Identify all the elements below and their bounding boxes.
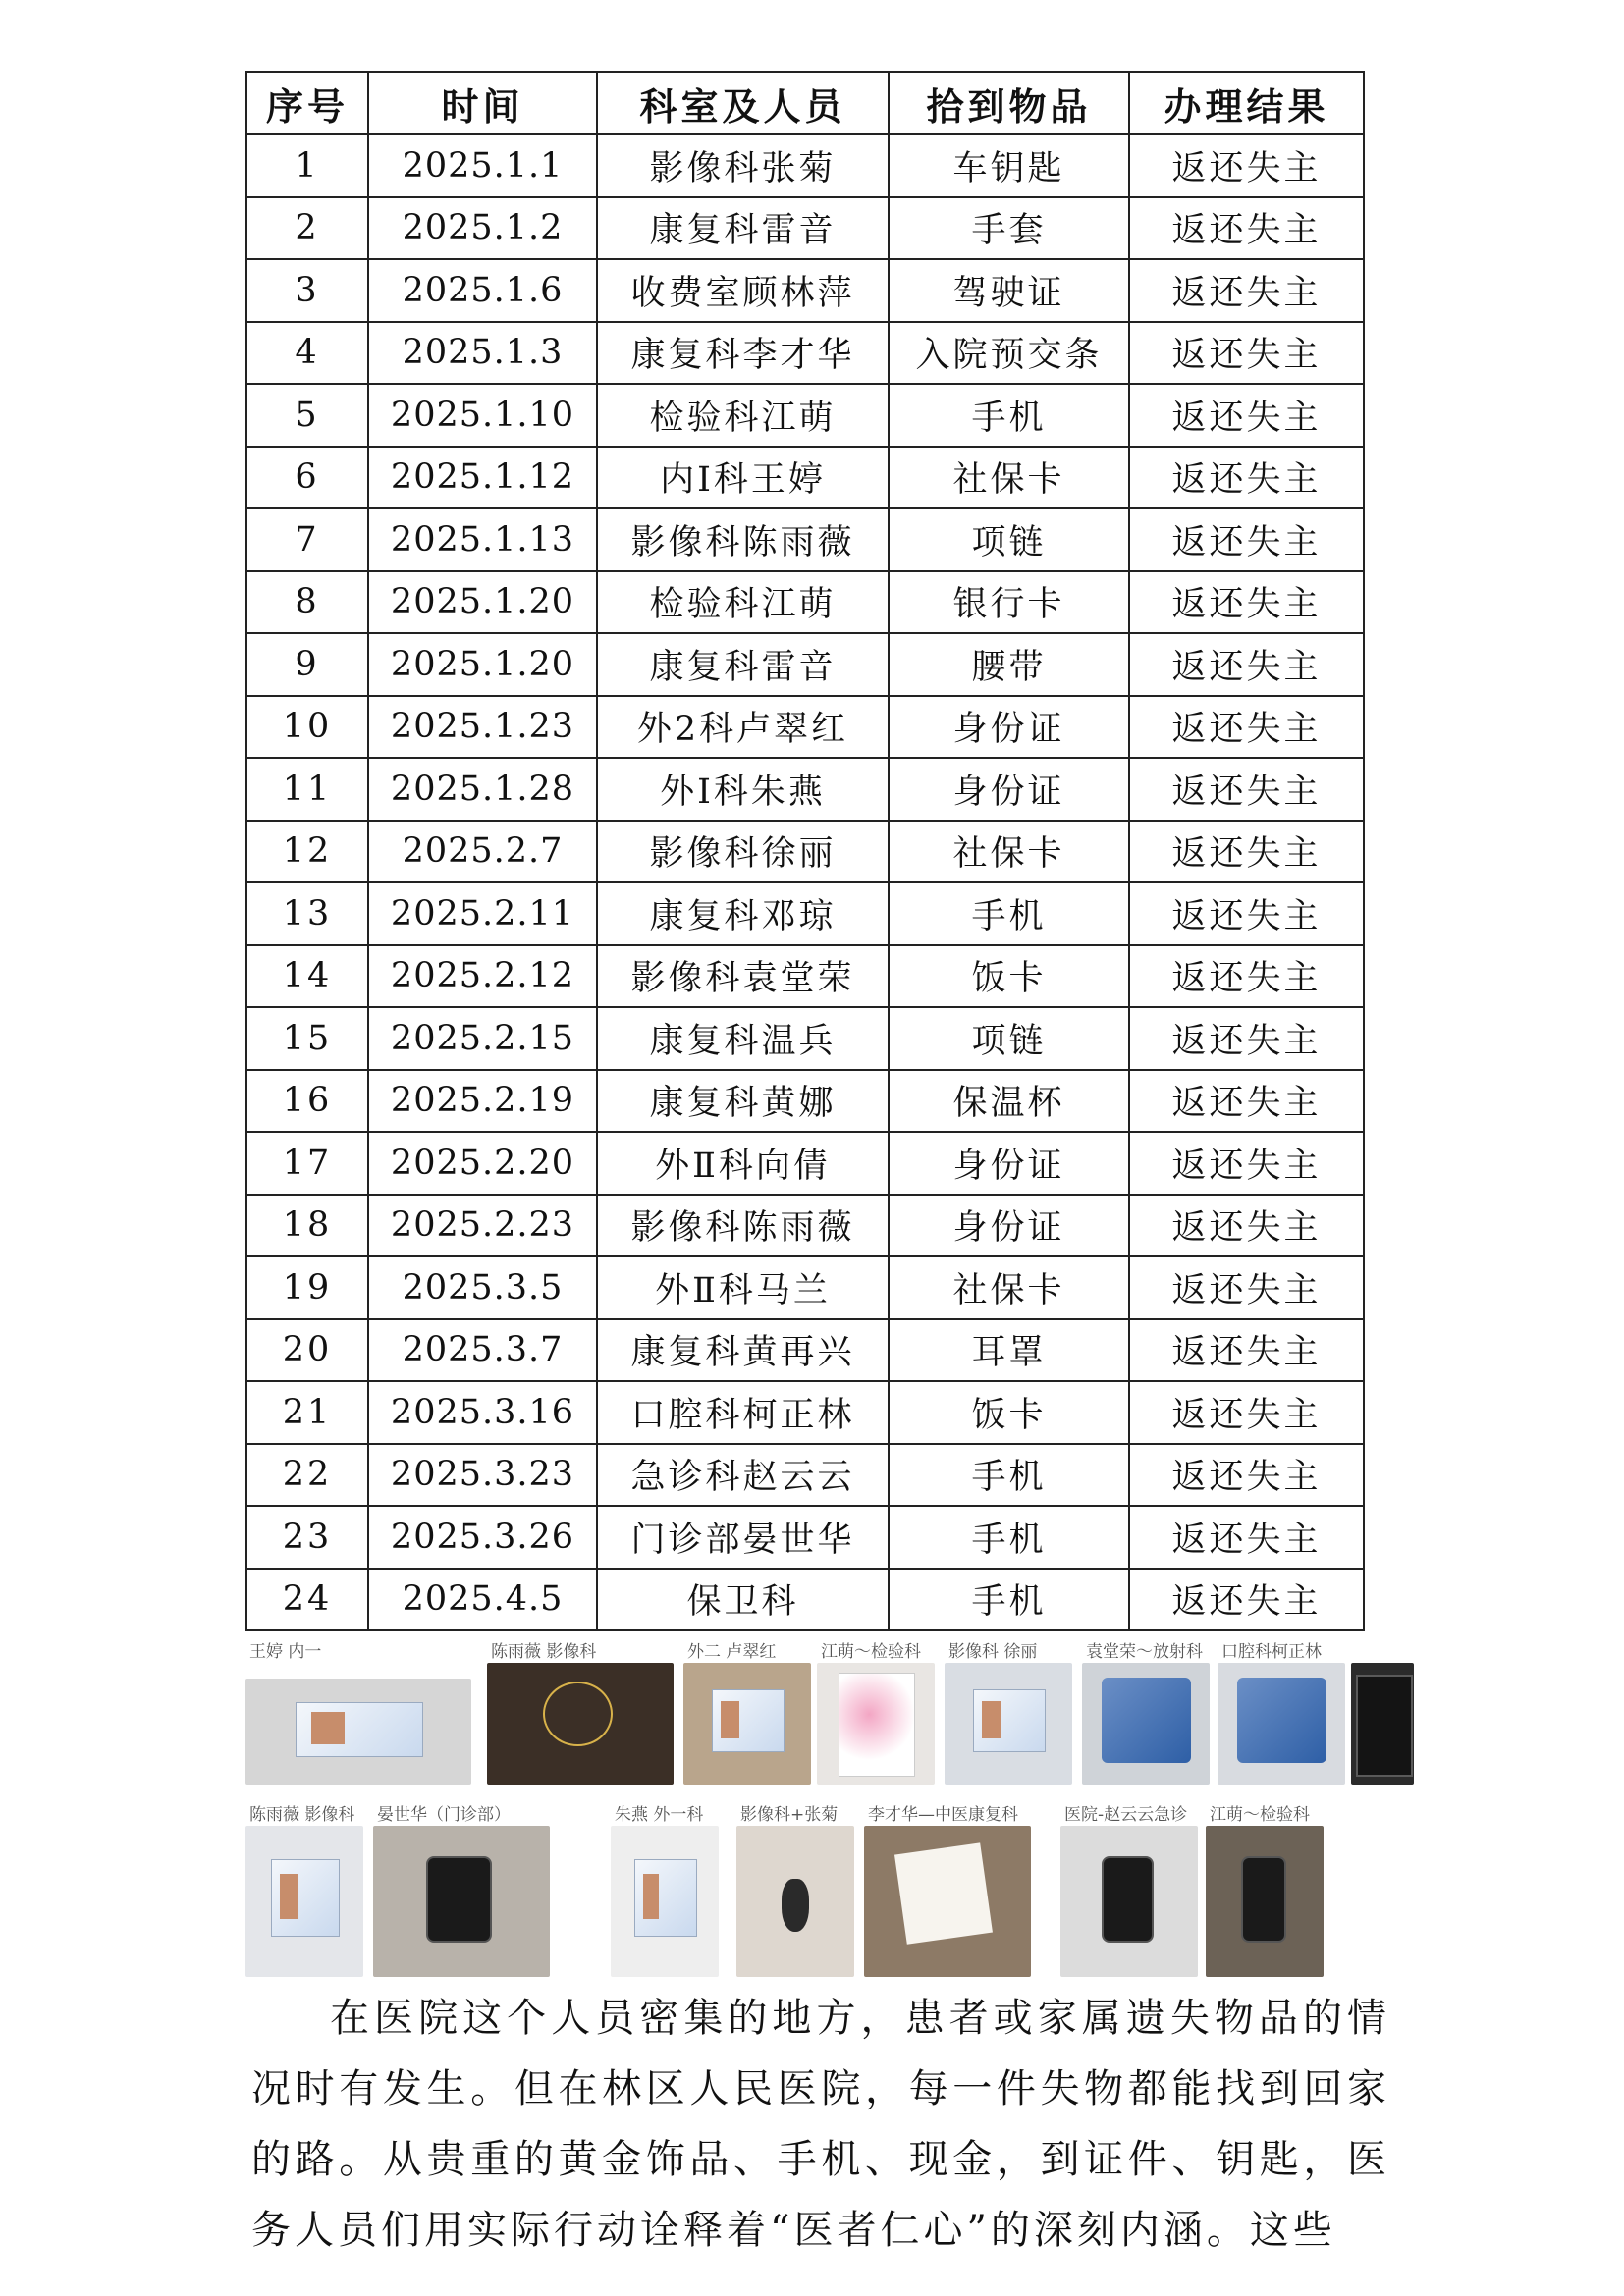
table-row [246, 882, 1364, 945]
row-result: 返还失主 [1129, 1195, 1364, 1257]
evidence-photo [864, 1800, 1031, 1977]
row-dept-person: 内Ⅰ科王婷 [597, 447, 889, 509]
row-date: 2025.2.23 [368, 1195, 597, 1257]
table-body [246, 134, 1364, 1630]
row-dept-person: 康复科雷音 [597, 633, 889, 696]
phone-icon [1241, 1856, 1286, 1944]
phone-icon [1102, 1856, 1154, 1944]
evidence-photo [1218, 1637, 1345, 1785]
photo-image [1206, 1826, 1324, 1977]
table-row [246, 508, 1364, 571]
photo-image [487, 1663, 674, 1785]
photo-image [945, 1663, 1072, 1785]
table-row [246, 259, 1364, 322]
row-index: 3 [246, 259, 368, 322]
evidence-photo [611, 1800, 719, 1977]
row-result: 返还失主 [1129, 197, 1364, 260]
table-row [246, 758, 1364, 821]
row-item: 身份证 [889, 1132, 1129, 1195]
row-index: 4 [246, 322, 368, 385]
row-date: 2025.1.20 [368, 633, 597, 696]
row-date: 2025.2.11 [368, 882, 597, 945]
table-row [246, 384, 1364, 447]
evidence-photo [373, 1800, 550, 1977]
row-dept-person: 门诊部晏世华 [597, 1506, 889, 1569]
row-index: 12 [246, 821, 368, 883]
table-row [246, 1007, 1364, 1070]
photo-image [1218, 1663, 1345, 1785]
meal-card-icon [1102, 1678, 1191, 1763]
row-index: 21 [246, 1381, 368, 1444]
row-index: 19 [246, 1256, 368, 1319]
article-paragraph: 在医院这个人员密集的地方，患者或家属遗失物品的情况时有发生。但在林区人民医院，每一件失物都能找到回家的路。从贵重的黄金饰品、手机、现金，到证件、钥匙，医务人员们用实际行动诠释着“医者仁心”的深刻内涵。这些 [251, 1996, 1390, 2253]
evidence-photo [1060, 1800, 1198, 1977]
table-row [246, 1506, 1364, 1569]
evidence-photo [945, 1637, 1072, 1785]
row-item: 耳罩 [889, 1319, 1129, 1382]
row-dept-person: 影像科陈雨薇 [597, 1195, 889, 1257]
row-dept-person: 外2科卢翠红 [597, 696, 889, 759]
table-row [246, 1569, 1364, 1631]
row-date: 2025.1.10 [368, 384, 597, 447]
lost-found-table [245, 71, 1365, 1631]
row-index: 15 [246, 1007, 368, 1070]
row-dept-person: 康复科黄娜 [597, 1070, 889, 1133]
photo-caption: 口腔科柯正林 [1221, 1642, 1322, 1662]
row-dept-person: 影像科张菊 [597, 134, 889, 197]
row-index: 1 [246, 134, 368, 197]
row-item: 保温杯 [889, 1070, 1129, 1133]
table-row [246, 1256, 1364, 1319]
evidence-photo [487, 1637, 674, 1785]
row-date: 2025.3.7 [368, 1319, 597, 1382]
row-item: 社保卡 [889, 821, 1129, 883]
photo-image [1060, 1826, 1198, 1977]
row-result: 返还失主 [1129, 1070, 1364, 1133]
header-date: 时间 [368, 72, 597, 134]
row-dept-person: 急诊科赵云云 [597, 1444, 889, 1507]
photo-image [817, 1663, 935, 1785]
row-item: 项链 [889, 508, 1129, 571]
row-item: 入院预交条 [889, 322, 1129, 385]
row-result: 返还失主 [1129, 633, 1364, 696]
row-dept-person: 康复科温兵 [597, 1007, 889, 1070]
evidence-photo [245, 1637, 471, 1785]
row-dept-person: 外Ⅱ科向倩 [597, 1132, 889, 1195]
row-result: 返还失主 [1129, 134, 1364, 197]
row-date: 2025.1.6 [368, 259, 597, 322]
row-date: 2025.3.16 [368, 1381, 597, 1444]
row-result: 返还失主 [1129, 1132, 1364, 1195]
car-key-icon [782, 1879, 810, 1932]
photo-image [864, 1826, 1031, 1977]
row-index: 17 [246, 1132, 368, 1195]
row-result: 返还失主 [1129, 882, 1364, 945]
row-index: 11 [246, 758, 368, 821]
row-item: 身份证 [889, 758, 1129, 821]
row-result: 返还失主 [1129, 447, 1364, 509]
photo-strip-top [245, 1637, 1414, 1785]
row-result: 返还失主 [1129, 821, 1364, 883]
bank-card-icon [839, 1673, 916, 1777]
table-header-row [246, 72, 1364, 134]
photo-caption: 陈雨薇 影像科 [491, 1642, 597, 1662]
row-dept-person: 保卫科 [597, 1569, 889, 1631]
id-card-icon [296, 1702, 424, 1757]
table-row [246, 134, 1364, 197]
row-dept-person: 康复科邓琼 [597, 882, 889, 945]
row-result: 返还失主 [1129, 1444, 1364, 1507]
photo-caption: 晏世华（门诊部） [377, 1805, 511, 1825]
row-date: 2025.3.5 [368, 1256, 597, 1319]
photo-image [736, 1826, 854, 1977]
photo-caption: 医院-赵云云急诊 [1064, 1805, 1188, 1825]
row-result: 返还失主 [1129, 1381, 1364, 1444]
row-item: 车钥匙 [889, 134, 1129, 197]
table-row [246, 1132, 1364, 1195]
photo-caption: 江萌～检验科 [1210, 1805, 1310, 1825]
row-dept-person: 康复科李才华 [597, 322, 889, 385]
necklace-icon [543, 1682, 613, 1746]
row-date: 2025.1.13 [368, 508, 597, 571]
photo-caption: 外二 卢翠红 [687, 1642, 777, 1662]
row-item: 腰带 [889, 633, 1129, 696]
photo-caption: 影像科+张菊 [740, 1805, 839, 1825]
row-result: 返还失主 [1129, 1256, 1364, 1319]
row-dept-person: 外Ⅱ科马兰 [597, 1256, 889, 1319]
receipt-icon [894, 1842, 993, 1945]
photo-caption: 王婷 内一 [249, 1642, 322, 1662]
row-date: 2025.4.5 [368, 1569, 597, 1631]
row-result: 返还失主 [1129, 945, 1364, 1008]
row-result: 返还失主 [1129, 758, 1364, 821]
photo-image [245, 1826, 363, 1977]
row-date: 2025.1.23 [368, 696, 597, 759]
row-item: 手机 [889, 384, 1129, 447]
row-index: 8 [246, 571, 368, 634]
table-row [246, 571, 1364, 634]
row-item: 手机 [889, 1569, 1129, 1631]
evidence-photo [1082, 1637, 1210, 1785]
row-item: 社保卡 [889, 447, 1129, 509]
row-index: 13 [246, 882, 368, 945]
meal-card-icon [1237, 1678, 1326, 1763]
phone-icon [426, 1856, 492, 1944]
row-dept-person: 口腔科柯正林 [597, 1381, 889, 1444]
row-dept-person: 影像科徐丽 [597, 821, 889, 883]
row-date: 2025.2.20 [368, 1132, 597, 1195]
header-index: 序号 [246, 72, 368, 134]
evidence-photo [736, 1800, 854, 1977]
photo-caption: 李才华—中医康复科 [868, 1805, 1018, 1825]
table-row [246, 1195, 1364, 1257]
row-index: 10 [246, 696, 368, 759]
row-dept-person: 检验科江萌 [597, 384, 889, 447]
row-result: 返还失主 [1129, 384, 1364, 447]
row-dept-person: 收费室顾林萍 [597, 259, 889, 322]
row-index: 2 [246, 197, 368, 260]
row-date: 2025.1.2 [368, 197, 597, 260]
row-item: 手机 [889, 1506, 1129, 1569]
row-item: 项链 [889, 1007, 1129, 1070]
photo-image [373, 1826, 550, 1977]
row-index: 14 [246, 945, 368, 1008]
row-date: 2025.1.1 [368, 134, 597, 197]
photo-image [1082, 1663, 1210, 1785]
table-row [246, 447, 1364, 509]
photo-caption: 江萌～检验科 [821, 1642, 921, 1662]
row-item: 银行卡 [889, 571, 1129, 634]
row-index: 7 [246, 508, 368, 571]
row-index: 5 [246, 384, 368, 447]
row-dept-person: 康复科黄再兴 [597, 1319, 889, 1382]
row-dept-person: 康复科雷音 [597, 197, 889, 260]
row-date: 2025.2.12 [368, 945, 597, 1008]
row-result: 返还失主 [1129, 1319, 1364, 1382]
row-dept-person: 外Ⅰ科朱燕 [597, 758, 889, 821]
evidence-photo [245, 1800, 363, 1977]
row-item: 饭卡 [889, 1381, 1129, 1444]
table-row [246, 696, 1364, 759]
photo-image [683, 1663, 811, 1785]
photo-image [245, 1679, 471, 1785]
row-date: 2025.2.7 [368, 821, 597, 883]
row-result: 返还失主 [1129, 696, 1364, 759]
table-row [246, 197, 1364, 260]
row-date: 2025.1.28 [368, 758, 597, 821]
row-result: 返还失主 [1129, 1007, 1364, 1070]
photo-caption: 影像科 徐丽 [948, 1642, 1038, 1662]
photo-caption: 陈雨薇 影像科 [249, 1805, 355, 1825]
table-row [246, 1444, 1364, 1507]
table-row [246, 945, 1364, 1008]
photo-strip-bottom [245, 1800, 1414, 1977]
row-dept-person: 影像科陈雨薇 [597, 508, 889, 571]
header-dept-person: 科室及人员 [597, 72, 889, 134]
id-card-icon [634, 1859, 697, 1937]
row-index: 23 [246, 1506, 368, 1569]
evidence-photo [817, 1637, 935, 1785]
evidence-photo [683, 1637, 811, 1785]
row-dept-person: 影像科袁堂荣 [597, 945, 889, 1008]
table-row [246, 633, 1364, 696]
row-date: 2025.2.15 [368, 1007, 597, 1070]
evidence-photo [1206, 1800, 1324, 1977]
row-result: 返还失主 [1129, 259, 1364, 322]
social-card-icon [973, 1689, 1047, 1752]
header-result: 办理结果 [1129, 72, 1364, 134]
row-item: 手机 [889, 882, 1129, 945]
row-result: 返还失主 [1129, 571, 1364, 634]
table-row [246, 1070, 1364, 1133]
row-item: 饭卡 [889, 945, 1129, 1008]
row-index: 22 [246, 1444, 368, 1507]
id-card-icon [271, 1859, 339, 1937]
row-result: 返还失主 [1129, 1506, 1364, 1569]
wallet-icon [1356, 1675, 1413, 1776]
row-dept-person: 检验科江萌 [597, 571, 889, 634]
row-date: 2025.1.12 [368, 447, 597, 509]
row-date: 2025.3.23 [368, 1444, 597, 1507]
photo-caption: 袁堂荣～放射科 [1086, 1642, 1203, 1662]
row-result: 返还失主 [1129, 508, 1364, 571]
row-result: 返还失主 [1129, 1569, 1364, 1631]
row-date: 2025.1.3 [368, 322, 597, 385]
row-date: 2025.1.20 [368, 571, 597, 634]
row-item: 社保卡 [889, 1256, 1129, 1319]
row-index: 16 [246, 1070, 368, 1133]
row-item: 身份证 [889, 696, 1129, 759]
id-card-icon [712, 1689, 785, 1752]
photo-image [1351, 1663, 1414, 1785]
row-index: 20 [246, 1319, 368, 1382]
table-row [246, 1319, 1364, 1382]
evidence-photo [1351, 1637, 1414, 1785]
photo-image [611, 1826, 719, 1977]
row-date: 2025.2.19 [368, 1070, 597, 1133]
row-item: 手机 [889, 1444, 1129, 1507]
table-row [246, 1381, 1364, 1444]
row-result: 返还失主 [1129, 322, 1364, 385]
row-item: 身份证 [889, 1195, 1129, 1257]
row-item: 驾驶证 [889, 259, 1129, 322]
row-date: 2025.3.26 [368, 1506, 597, 1569]
row-index: 9 [246, 633, 368, 696]
row-index: 18 [246, 1195, 368, 1257]
row-index: 6 [246, 447, 368, 509]
table-row [246, 322, 1364, 385]
row-index: 24 [246, 1569, 368, 1631]
table-row [246, 821, 1364, 883]
photo-caption: 朱燕 外一科 [615, 1805, 704, 1825]
row-item: 手套 [889, 197, 1129, 260]
header-item: 拾到物品 [889, 72, 1129, 134]
